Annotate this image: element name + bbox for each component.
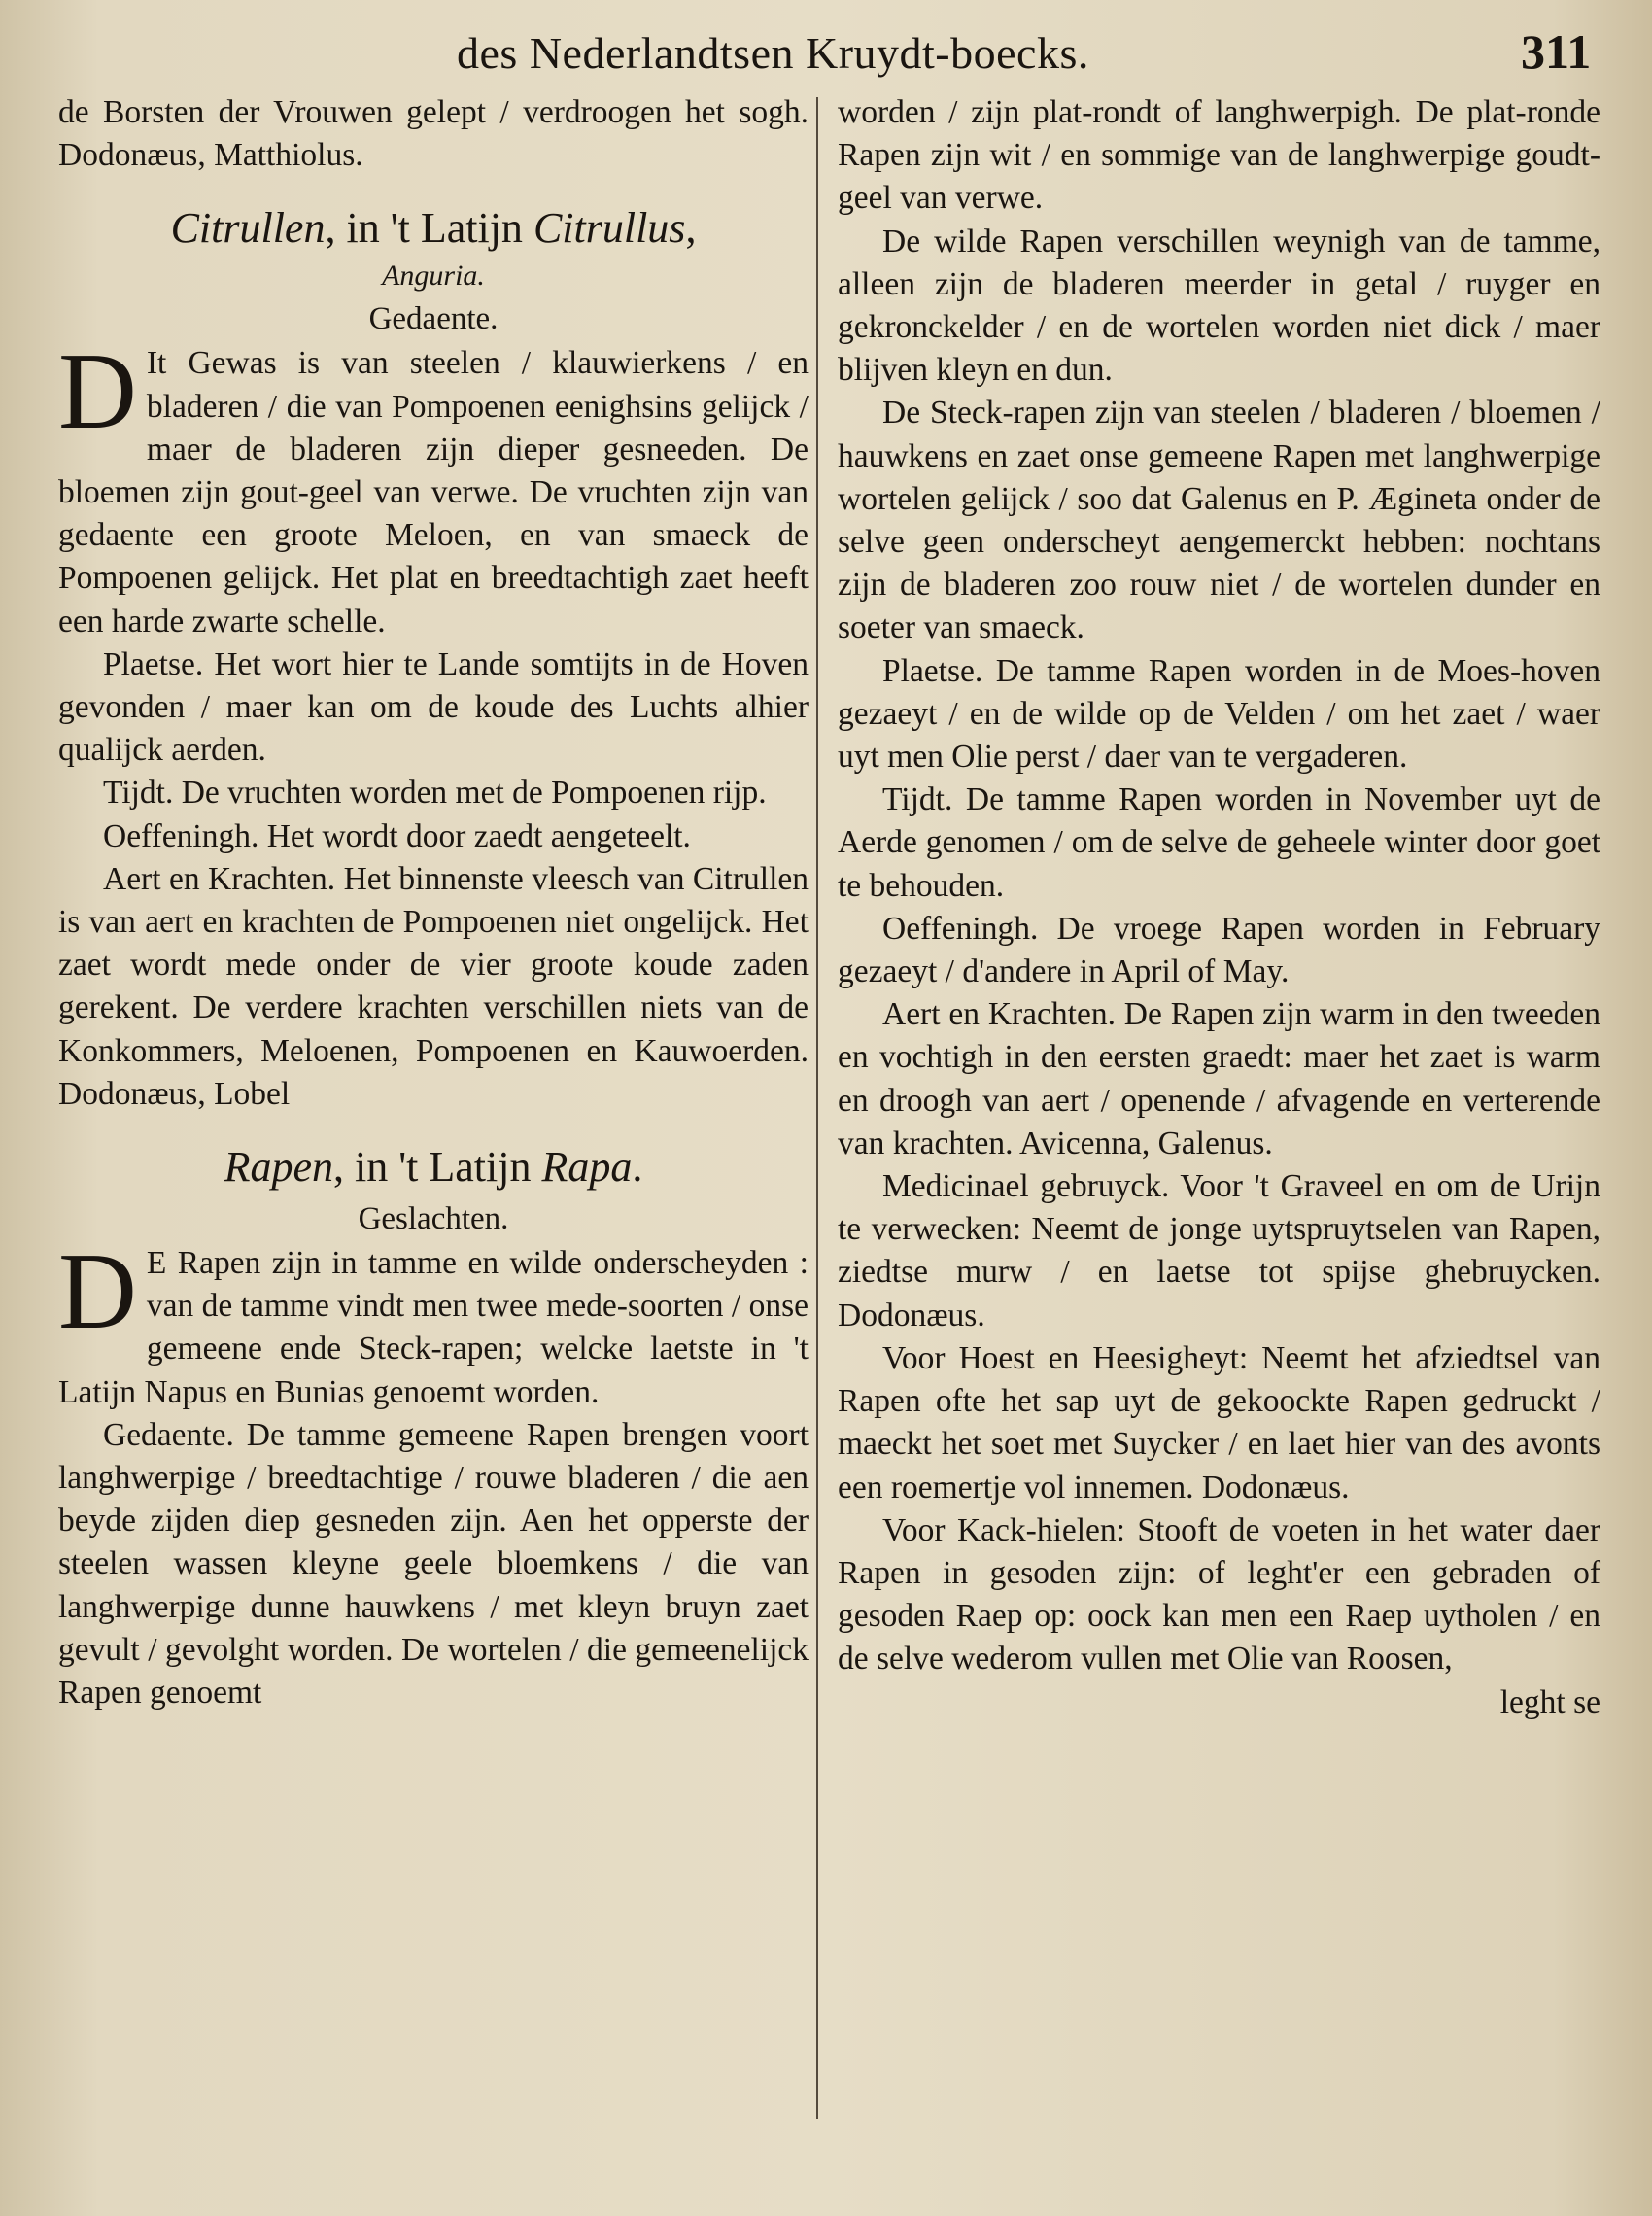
drop-cap: D [58, 331, 137, 453]
steck-rapen-paragraph: De Steck-rapen zijn van steelen / bladeren / bloemen / hauwkens en zaet onse gemeene Rapen met langhwerpige wortelen gelijck / soo dat Galenus en P. Ægineta onder de selve geen onderscheyt aengemerckt hebben: nochtans zijn de bladeren zoo rouw niet / de wortelen dunder en soeter van smaeck. [838, 395, 1600, 646]
oeffeningh-paragraph: Oeffeningh. De vroege Rapen worden in February gezaeyt / d'andere in April of May. [838, 910, 1600, 990]
continuation-text: worden / zijn plat-rondt of langhwerpigh. De plat-ronde Rapen zijn wit / en sommige van de langhwerpige goudt-geel van verwe. [838, 94, 1600, 217]
aert-paragraph: Aert en Krachten. De Rapen zijn warm in den tweeden en vochtigh in den eersten graedt: maer het zaet is warm en droogh van aert / openende / afvagende en verterende van krachten. Avicenna, Galenus. [838, 996, 1600, 1161]
running-title: des Nederlandtsen Kruydt-boecks. [457, 28, 1089, 78]
aert-paragraph: Aert en Krachten. Het binnenste vleesch van Citrullen is van aert en krachten de Pompoenen niet ongelijck. Het zaet wordt mede onder de vier groote koude zaden gerekent. De verdere krachten verschillen niets van de Konkommers, Meloenen, Pompoenen en Kauwoerden. Dodonæus, Lobel [58, 860, 809, 1112]
entry-title-citrullen [58, 200, 809, 257]
hoest-paragraph: Voor Hoest en Heesigheyt: Neemt het afziedtsel van Rapen ofte het sap uyt de gekoockte Rapen gedruckt / maeckt het soet met Suycker / en laet hier van des avonts een roemertje vol innemen. Dodonæus. [838, 1339, 1600, 1506]
title-end: . [632, 1143, 643, 1192]
subheading-geslachten: Geslachten. [358, 1201, 509, 1237]
title-name: Rapen [224, 1143, 334, 1192]
kack-hielen-paragraph: Voor Kack-hielen: Stooft de voeten in het water daer Rapen in gesoden zijn: of leght'er een gebraden of gesoden Raep op: oock kan men een Raep uytholen / en de selve wederom vullen met Olie van Roosen, [838, 1511, 1600, 1678]
title-end: , [685, 204, 697, 253]
tijdt-paragraph: Tijdt. De tamme Rapen worden in November uyt de Aerde genomen / om de selve de geheele winter door goet te behouden. [838, 781, 1600, 904]
geslachten-paragraph [58, 1231, 809, 1414]
tijdt-paragraph: Tijdt. De vruchten worden met de Pompoenen rijp. [103, 775, 767, 812]
page-header [0, 23, 1652, 91]
title-mid: , in 't Latijn [325, 204, 533, 253]
title-latin: Citrullus [533, 204, 686, 253]
oeffeningh-paragraph: Oeffeningh. Het wordt door zaedt aengeteelt. [103, 817, 691, 854]
description-paragraph [58, 331, 809, 642]
description-text: It Gewas is van steelen / klauwierkens / en bladeren / die van Pompoenen eenighsins gelijck / maer de bladeren zijn dieper gesneeden. De bloemen zijn gout-geel van verwe. De vruchten zijn van gedaente een groote Meloen, en van smaeck de Pompoenen gelijck. Het plat en breedtachtigh zaet heeft een harde zwarte schelle. [58, 345, 809, 640]
plaetse-paragraph: Plaetse. Het wort hier te Lande somtijts in de Hoven gevonden / maer kan om de koude des Luchts alhier qualijck aerden. [58, 645, 809, 769]
drop-cap: D [58, 1231, 137, 1353]
geslachten-text: E Rapen zijn in tamme en wilde onderscheyden : van de tamme vindt men twee mede-soorten / onse gemeene ende Steck-rapen; welcke laetste in 't Latijn Napus en Bunias genoemt worden. [58, 1245, 809, 1410]
gedaente-paragraph: Gedaente. De tamme gemeene Rapen brengen voort langhwerpige / breedtachtige / rouwe bladeren / die aen beyde zijden diep gesneden zijn. Aen het opperste der steelen wassen kleyne geele bloemkens / die van langhwerpige dunne hauwkens / met kleyn bruyn zaet gevult / gevolght worden. De wortelen / die gemeenelijck Rapen genoemt [58, 1416, 809, 1712]
plaetse-paragraph: Plaetse. De tamme Rapen worden in de Moes-hoven gezaeyt / en de wilde op de Velden / om het zaet / waer uyt men Olie perst / daer van te vergaderen. [838, 652, 1600, 776]
title-latin: Rapa [541, 1143, 633, 1192]
page-number: 311 [1521, 24, 1592, 79]
left-column [58, 91, 809, 1714]
continuation-text: de Borsten der Vrouwen gelept / verdroogen het sogh. Dodonæus, Matthiolus. [58, 94, 809, 174]
synonym: Anguria. [382, 260, 485, 293]
right-column [838, 91, 1600, 1724]
title-name: Citrullen [170, 204, 326, 253]
column-divider [816, 97, 818, 2119]
catchword: leght se [1499, 1683, 1600, 1720]
wilde-rapen-paragraph: De wilde Rapen verschillen weynigh van de tamme, alleen zijn de bladeren meerder in getal / ruyger en gekronckelder / en de wortelen worden niet dick / maer blijven kleyn en dun. [838, 223, 1600, 389]
medicinael-paragraph: Medicinael gebruyck. Voor 't Graveel en om de Urijn te verwecken: Neemt de jonge uytspruytselen van Rapen, ziedtse murw / en laetse tot spijse ghebruycken. Dodonæus. [838, 1168, 1600, 1333]
subheading-gedaente: Gedaente. [368, 301, 499, 337]
title-mid: , in 't Latijn [333, 1143, 542, 1192]
entry-title-rapen [58, 1139, 809, 1195]
